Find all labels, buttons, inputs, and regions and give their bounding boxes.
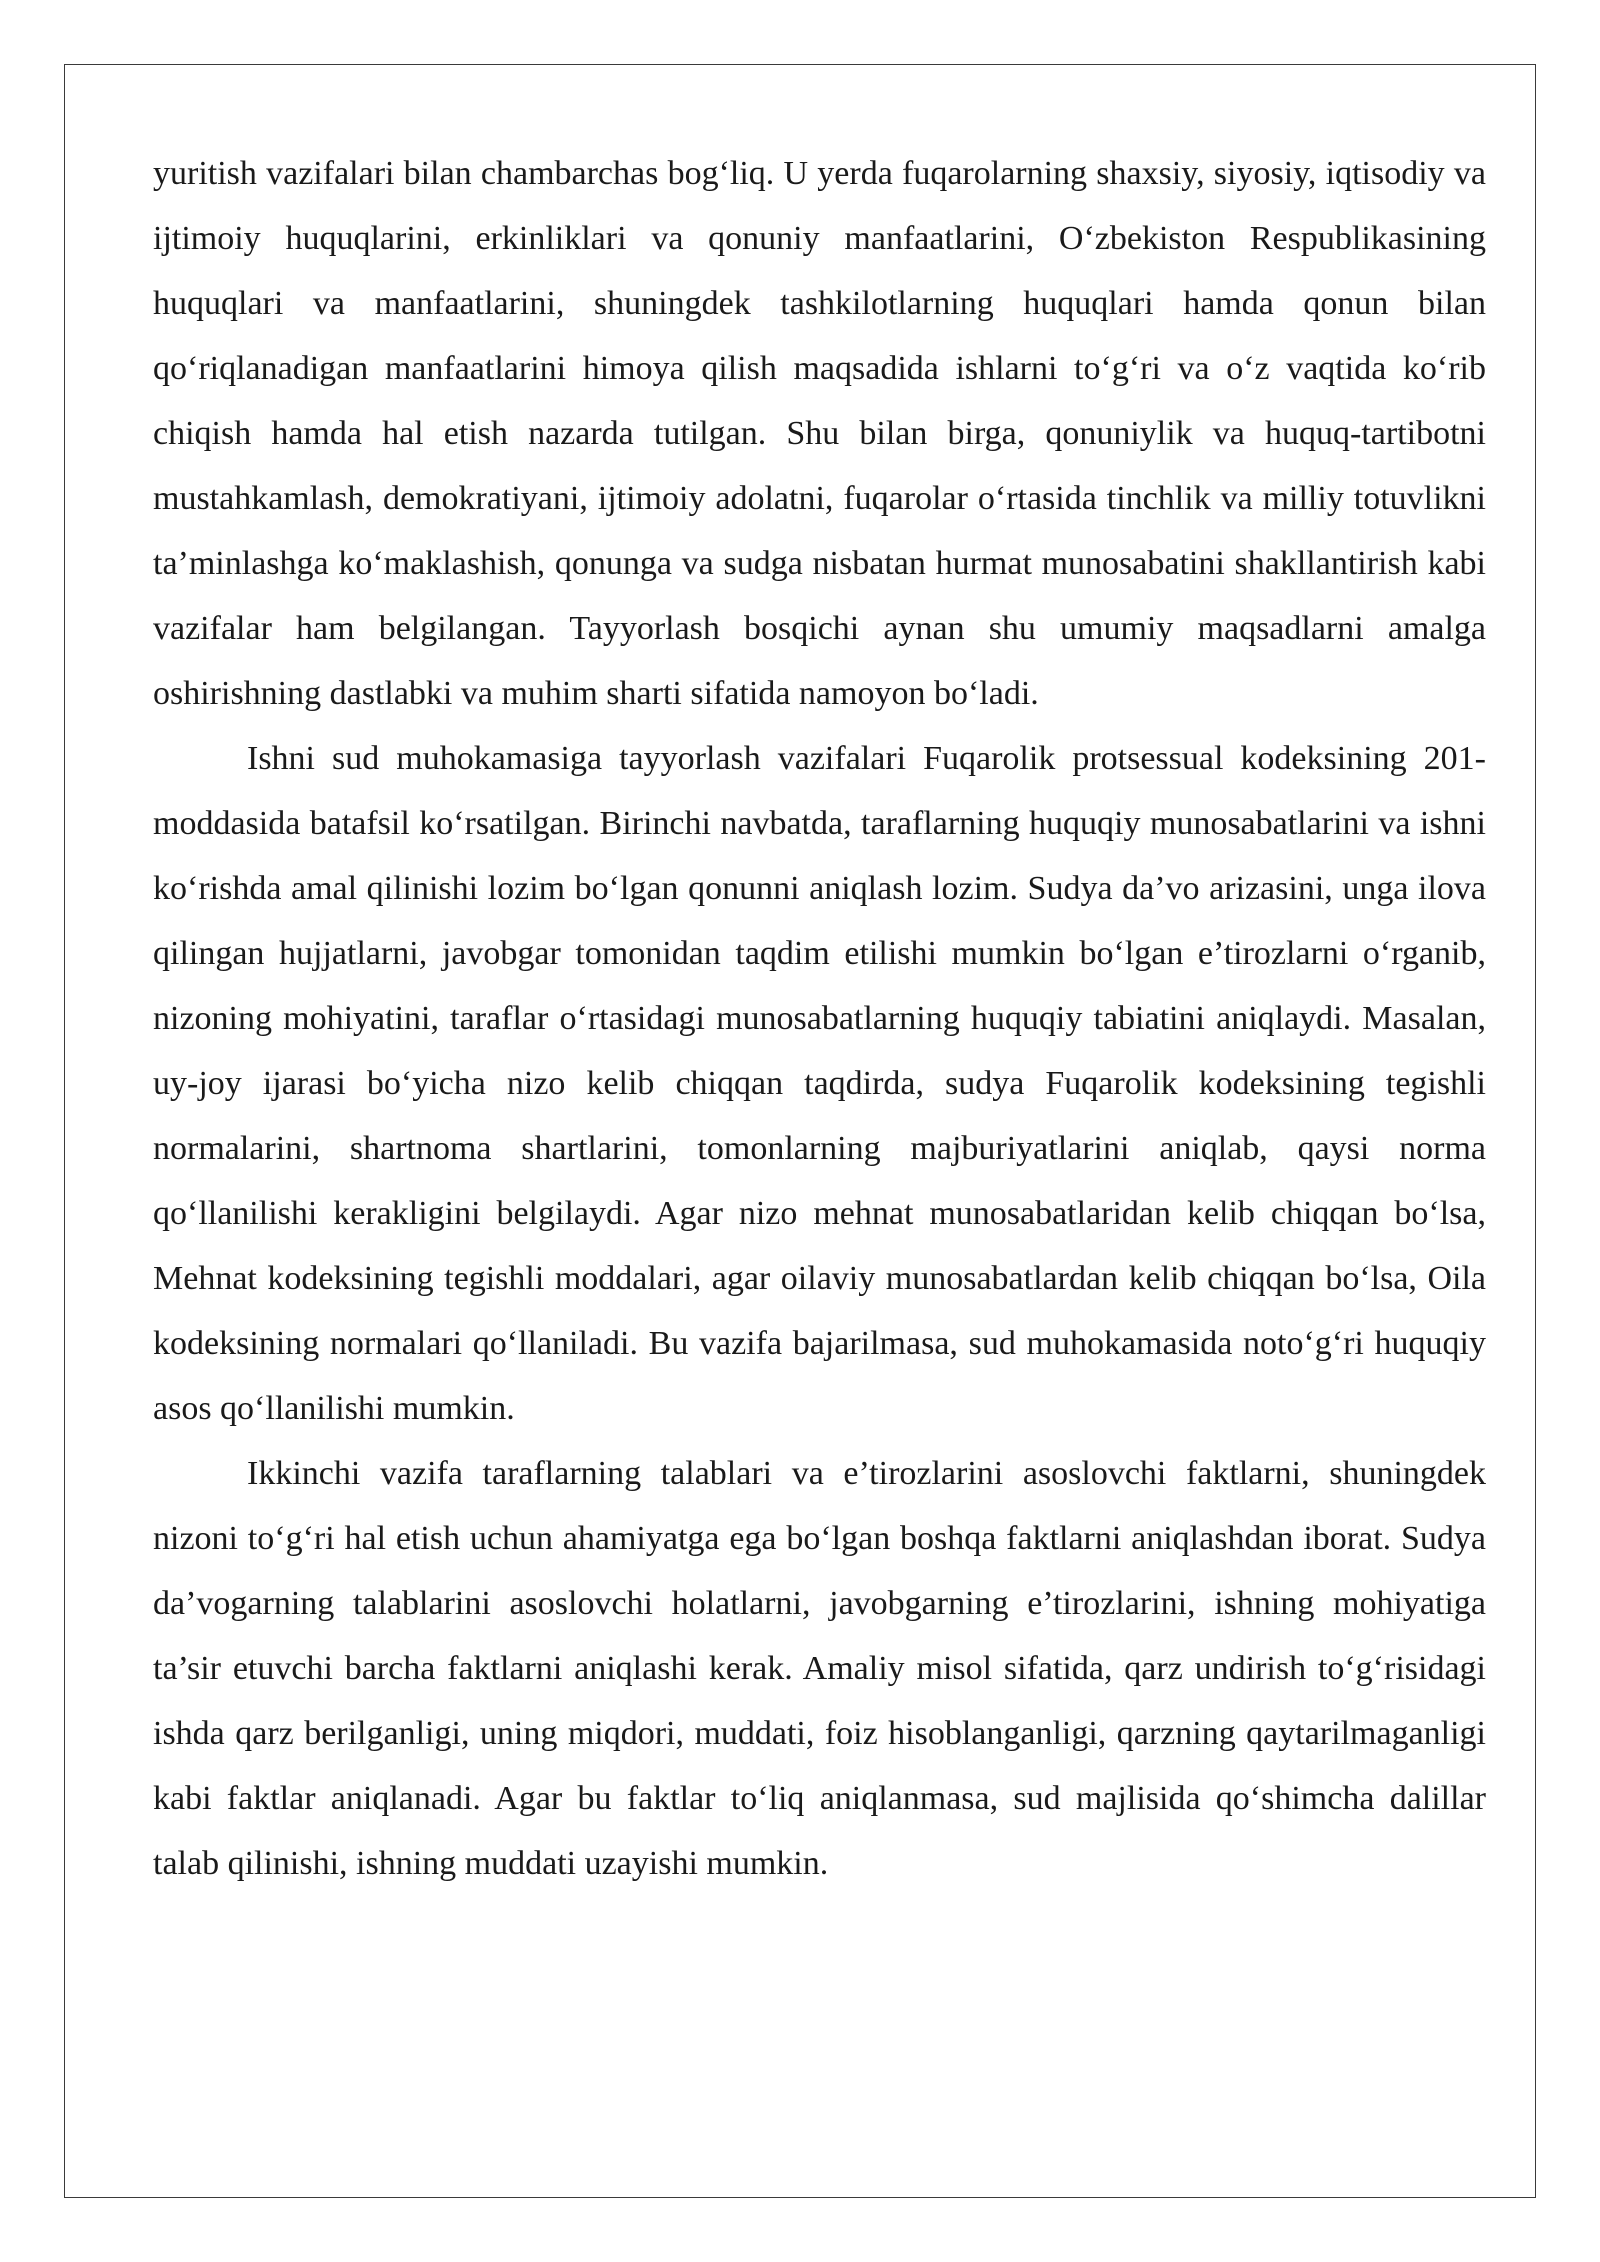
paragraph-1: yuritish vazifalari bilan chambarchas bog‘liq. U yerda fuqarolarning shaxsiy, siyosiy, iqtisodiy va ijtimoiy huquqlarini, erkinliklari va qonuniy manfaatlarini, O‘zbekiston Respublikasining huquqlari va manfaatlarini, shuningdek tashkilotlarning huquqlari hamda qonun bilan qo‘riqlanadigan manfaatlarini himoya qilish maqsadida ishlarni to‘g‘ri va o‘z vaqtida ko‘rib chiqish hamda hal etish nazarda tutilgan. Shu bilan birga, qonuniylik va huquq-tartibotni mustahkamlash, demokratiyani, ijtimoiy adolatni, fuqarolar o‘rtasida tinchlik va milliy totuvlikni ta’minlashga ko‘maklashish, qonunga va sudga nisbatan hurmat munosabatini shakllantirish kabi vazifalar ham belgilangan. Tayyorlash bosqichi aynan shu umumiy maqsadlarni amalga oshirishning dastlabki va muhim sharti sifatida namoyon bo‘ladi. xyxy=(153,155,1486,712)
paragraph-2: Ishni sud muhokamasiga tayyorlash vazifalari Fuqarolik protsessual kodeksining 201-moddasida batafsil ko‘rsatilgan. Birinchi navbatda, taraflarning huquqiy munosabatlarini va ishni ko‘rishda amal qilinishi lozim bo‘lgan qonunni aniqlash lozim. Sudya da’vo arizasini, unga ilova qilingan hujjatlarni, javobgar tomonidan taqdim etilishi mumkin bo‘lgan e’tirozlarni o‘rganib, nizoning mohiyatini, taraflar o‘rtasidagi munosabatlarning huquqiy tabiatini aniqlaydi. Masalan, uy-joy ijarasi bo‘yicha nizo kelib chiqqan taqdirda, sudya Fuqarolik kodeksining tegishli normalarini, shartnoma shartlarini, tomonlarning majburiyatlarini aniqlab, qaysi norma qo‘llanilishi kerakligini belgilaydi. Agar nizo mehnat munosabatlaridan kelib chiqqan bo‘lsa, Mehnat kodeksining tegishli moddalari, agar oilaviy munosabatlardan kelib chiqqan bo‘lsa, Oila kodeksining normalari qo‘llaniladi. Bu vazifa bajarilmasa, sud muhokamasida noto‘g‘ri huquqiy asos qo‘llanilishi mumkin. xyxy=(153,740,1486,1427)
paragraph-3: Ikkinchi vazifa taraflarning talablari va e’tirozlarini asoslovchi faktlarni, shuningdek nizoni to‘g‘ri hal etish uchun ahamiyatga ega bo‘lgan boshqa faktlarni aniqlashdan iborat. Sudya da’vogarning talablarini asoslovchi holatlarni, javobgarning e’tirozlarini, ishning mohiyatiga ta’sir etuvchi barcha faktlarni aniqlashi kerak. Amaliy misol sifatida, qarz undirish to‘g‘risidagi ishda qarz berilganligi, uning miqdori, muddati, foiz hisoblanganligi, qarzning qaytarilmaganligi kabi faktlar aniqlanadi. Agar bu faktlar to‘liq aniqlanmasa, sud majlisida qo‘shimcha dalillar talab qilinishi, ishning muddati uzayishi mumkin. xyxy=(153,1455,1486,1882)
document-body xyxy=(153,141,1486,1896)
